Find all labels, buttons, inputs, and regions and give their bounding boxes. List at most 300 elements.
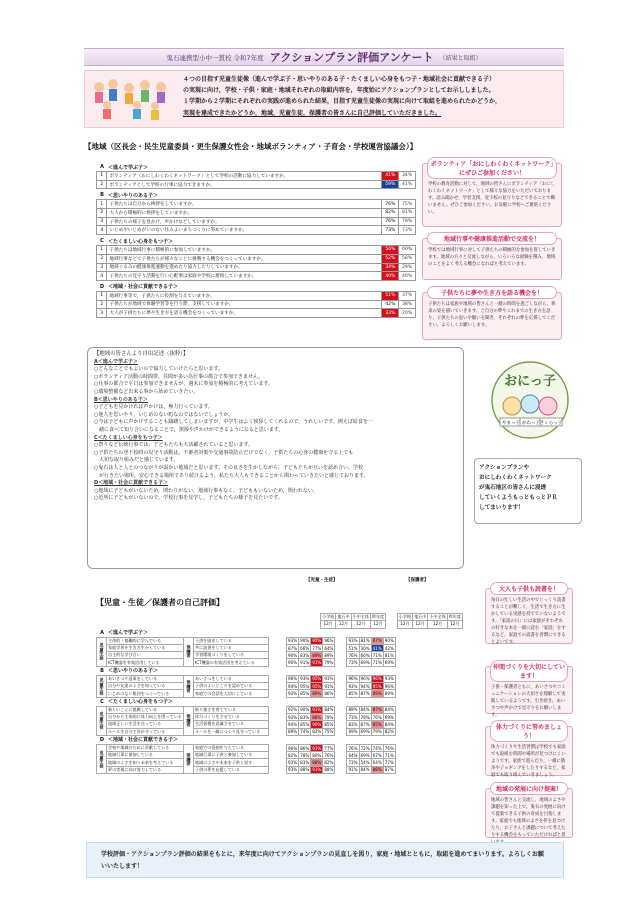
column-label: 小学校 [322,614,335,620]
student-value: 93% [300,676,310,682]
group-code: B [100,192,104,199]
promo-line: が鬼石地区の皆さんに浸透 [479,485,547,491]
student-value: 91% [312,660,322,666]
row-question: 大人から積極的に挨拶をしていますか。 [107,209,382,218]
callout-body: 地域の皆さんと交流し，地域のよさや課題を知った上で，鬼石の発展に向けて提案できる子供の育成を目指します。家庭でも地域のよさを折を見つけたり，お子さんと課題について考えたりする機会をもっていただければと思 [491,798,566,838]
student-value: 95% [312,676,322,682]
row-value: 76% [382,217,399,226]
parent-item: ICT機器の有効活用を考えている [194,659,269,666]
comment-item: ○祭りなど伝統行事では，子どもたちも大活躍されていると思います。 [94,442,253,449]
document-title: アクションプラン評価アンケート [269,51,434,64]
parent-value: 74% [372,745,382,751]
student-value: 91% [324,683,334,689]
student-value: 91% [312,767,322,773]
student-value: 96% [288,745,298,751]
survey-table [96,291,416,318]
callout-body: 子供たちは家族や地域の皆さんと一緒の時間を過ごしながら，将来の姿を描いていきます。ご自分の夢やこれまでの生き方を語り，子供たちの思いや願いを聞き，それぞれの夢を応援してください。よろしくお願いします。 [428,302,556,328]
student-value: 79% [324,714,334,720]
table-row [97,226,416,235]
table-row [97,744,396,751]
intro-line: １学期から２学期にそれぞれの実践が進められた結果，目指す児童生徒像の実現に向けて取組を進められたかどうか， [183,98,502,106]
parent-value: 30% [360,645,370,651]
row-value: 40% [382,272,399,281]
row-value: 41% [382,172,399,181]
column-month: 12月 [397,621,412,628]
footer-message: 学校評価・アクションプラン評価の結果をもとに，来年度に向けてアクションプランの見直しを図り，家庭・地域とともに，取組を進めてまいります。よろしくお願いいたします！ [86,842,564,878]
table-row [97,272,416,281]
region-section-title: 【地域（区長会・民生児童委員・更生保護女性会・地域ボランティア・子育会・学校運営協議会）】 [84,142,418,151]
student-value: 93% [288,691,298,697]
student-item: ルールを自分で決め守っている [107,728,184,735]
mascot-label: やまっ子 [502,421,520,426]
row-value: 59% [382,180,399,189]
parent-value: 69% [360,660,370,666]
document-header [84,48,564,66]
row-question: 子供たちが地域で体験学習等を行う際，支援していますか。 [107,300,382,309]
parent-value: 89% [348,707,358,713]
student-item: いじめのない集団をつくっている [107,690,184,697]
student-item: 自分から主体的に体力向上を図っている [108,714,182,720]
student-item: 地域のよさを知り未来を考えている [107,759,184,766]
row-question: 大人が子供たちに夢や生き方を語る機会をつくっていますか。 [107,309,382,318]
table-row [97,254,416,263]
fitness-callout [485,726,573,776]
table-row [97,217,416,226]
student-item: 地域行事に参加している [107,752,184,759]
student-value: 88% [300,767,310,773]
parent-value: 93% [384,676,394,682]
comment-category: B＜思いやりのある子＞ [94,396,148,403]
parent-side-label: 保護者 [184,675,194,697]
comment-item: ○仕事の都合で平日は参加できませんが，週末に参加を積極的に考えています。 [94,381,273,388]
row-prev-value: 34% [399,172,416,181]
callout-title: 地域の発展に向け提案！ [490,782,568,795]
student-value: 82% [288,752,298,758]
self-group-header [96,667,463,675]
comment-item: ○近所に子どもがいないので，学校行事を見学し，子どもたちの様子を見たいです。 [94,495,283,502]
row-value: 76% [382,200,399,209]
student-value: 96% [288,676,298,682]
comment-item: ○ボランティア活動の時間帯，昼間が多い為仕事の都合で参加できません。 [94,373,264,380]
comment-item: ○どんなことでもよいので協力していけたらと思います。 [94,366,223,373]
student-item: あいさつや返事をしている [107,675,184,682]
comment-item: ○他人を思いやり，いじめのない町なのではないでしょうか。 [94,411,234,418]
student-value: 93% [288,767,298,773]
parent-value: 41% [372,645,382,651]
parent-value: 84% [384,721,394,727]
family-illustration [89,75,177,125]
student-value: 83% [300,714,310,720]
student-value: 64% [324,645,334,651]
comment-item: ○環境整備など出来る事から始めていきたい。 [94,388,199,395]
row-question: ボランティアとして学校の行事に協力できますか。 [107,180,382,189]
comment-item: 緒に食べて知り合いになることで，挨拶や声かけができるようになると思います。 [94,426,284,433]
parent-value: 71% [384,752,394,758]
group-code: C [100,238,104,245]
row-prev-value: 81% [399,209,416,218]
parent-value: 83% [348,721,358,727]
parent-side-label: 保護者 [184,706,194,735]
parent-value: 69% [384,714,394,720]
student-value: 85% [300,721,310,727]
column-label: 鬼石中 [337,614,350,620]
row-prev-value: 37% [399,291,416,300]
parent-side-label: 保護者 [184,637,194,666]
reading-callout [485,588,573,644]
promo-line: していくようもっともっとＰＲ [479,495,558,501]
row-number: 1 [97,246,107,255]
group-name: ＜たくましい心身をもつ子＞ [108,699,174,706]
survey-group-header [96,283,416,291]
group-code: C [100,698,104,705]
student-value: 96% [324,638,334,644]
survey-group [96,191,416,235]
volunteer-callout [422,163,562,227]
parent-value: 96% [360,676,370,682]
promo-line: おにしわくわくネットワーク [479,475,552,481]
parent-value: 96% [348,676,358,682]
table-row [97,309,416,318]
callout-title: 地域行事や健康推進活動で交流を！ [427,232,557,245]
intro-line: 実現を達成できたかどうか，地域，児童生徒，保護者の皆さんに自己評価していただきました。 [183,109,442,117]
dreams-callout [422,292,562,340]
parent-value: 84% [360,707,370,713]
student-value: 89% [312,691,322,697]
student-value: 84% [324,707,334,713]
student-item: 学校や地域のために貢献している [107,744,184,751]
row-question: 子供たちは地域行事に積極的に参加していますか。 [107,246,382,255]
row-number: 4 [97,226,107,235]
student-side-label: 児童生徒 [97,744,107,773]
survey-table [96,171,416,189]
table-row [97,713,396,720]
table-row [97,759,396,766]
parent-value: 64% [348,752,358,758]
free-comments-box [87,347,464,569]
row-question: 地域行事などで子供たちが様々なことに挑戦する機会をつくっていますか。 [107,254,382,263]
callout-body: 学校では地域行事に対して子供たちの積極的な参加を促していきます。地域の方々と交流しながら，いろいろな経験を積み，地域のことをよく考える機会になればと考えています。 [428,248,556,267]
column-month: 12月 [336,621,351,628]
student-value: 83% [300,760,310,766]
row-question: いじめやいじめがいのない住みよいまちづくりに努めていますか。 [107,226,382,235]
row-number: 3 [97,217,107,226]
table-row [321,614,463,621]
student-value: 79% [324,660,334,666]
row-question: 地域行事等で，子供たちに役割を与えていますか。 [107,291,382,300]
parent-value: 54% [360,760,370,766]
row-prev-value: 29% [399,263,416,272]
student-item: 自分や友達のよさを知っている [107,683,184,690]
student-value: 82% [324,760,334,766]
parent-value: 77% [384,760,394,766]
self-eval-group-table [96,744,396,774]
row-number: 1 [97,172,107,181]
student-value: 94% [288,721,298,727]
parent-value: 84% [360,767,370,773]
parent-value: 76% [348,652,358,658]
row-number: 3 [97,263,107,272]
parent-value: 78% [360,714,370,720]
student-value: 89% [312,652,322,658]
self-eval-title: 【児童・生徒／保護者の自己評価】 [96,598,224,607]
student-item: 家庭学習を生き方生かしている [107,644,184,651]
table-row [97,209,416,218]
student-item: 新しいことに挑戦している [107,706,184,713]
callout-body: 毎日の忙しい生活の中でじっくり読書することが難しく，生活で生き方に生かしている実感を持てていないようです。「家読の日」には家族がそれぞれの好きな本を一緒に読む「家読」をするなど，家庭での読書を習慣にできるとよいです。 [491,598,566,645]
group-name: ＜思いやりのある子＞ [108,668,159,675]
parent-value: 69% [384,660,394,666]
mascot-label: さくらっ子 [539,421,563,426]
self-eval-header [320,613,463,629]
intro-line: ４つの目指す児童生徒像（進んで学ぶ子・思いやりのある子・たくましい心身をもつ子・地域社会に貢献できる子） [183,76,496,83]
table-row [97,300,416,309]
group-code: B [100,667,104,674]
table-row [97,683,396,690]
student-value: 89% [288,729,298,735]
row-prev-value: 60% [399,246,416,255]
group-name: ＜地域・社会に貢献できる子＞ [108,737,179,744]
row-prev-value: 75% [399,200,416,209]
student-item: 自主的な学び合い [107,652,184,659]
comment-item: が行きたい場所，安心できる場所であり続けるよう，私たち大人もできることから関わっていきたいと感じております。 [94,472,369,479]
row-value: 51% [382,291,399,300]
row-value: 73% [382,226,399,235]
student-value: 66% [300,645,310,651]
table-row [97,728,396,735]
parent-value: 84% [384,707,394,713]
row-prev-value: 58% [399,254,416,263]
parent-item: 地域行事に子供と参加している [194,752,269,759]
row-value: 33% [382,309,399,318]
group-code: D [99,283,105,290]
parent-item: ルールを一緒につくり見守っている [194,728,269,735]
student-item: 夢の実現に向け努力している [107,766,184,773]
student-value: 94% [288,683,298,689]
row-number: 4 [97,272,107,281]
student-value: 88% [324,767,334,773]
row-prev-value: 73% [399,226,416,235]
table-row [321,621,463,628]
parent-value: 79% [372,729,382,735]
callout-title: 大人も子供も読書を！ [490,582,568,595]
survey-group [96,237,416,281]
table-row [97,690,396,697]
parent-value: 89% [384,691,394,697]
row-question: 地域ぐるみの健康推進運動を進めたり協力したりしていますか。 [107,263,382,272]
events-callout [422,238,562,280]
table-row [97,652,396,659]
parent-value: 71% [372,652,382,658]
table-row [97,637,396,644]
student-item: ICT機器を有効活用している [107,659,184,666]
parent-value: 64% [372,760,382,766]
student-value: 82% [312,729,322,735]
student-value: 93% [288,638,298,644]
column-label: 昨年度 [371,614,385,620]
intro-text [183,74,557,119]
parent-column-header: 【保護者】 [406,578,429,583]
student-value: 83% [300,652,310,658]
row-value: 56% [382,246,399,255]
table-row [97,644,396,651]
row-number: 3 [97,309,107,318]
student-value: 93% [288,714,298,720]
table-row [97,766,396,773]
group-name: ＜進んで学ぶ子＞ [108,164,149,171]
student-value: 88% [312,760,322,766]
comment-category: D＜地域・社会に貢献できる子＞ [94,480,169,487]
parent-value: 81% [384,652,394,658]
table-row [97,200,416,209]
table-row [97,180,416,189]
student-value: 91% [312,707,322,713]
survey-group-header [96,163,416,171]
student-value: 95% [312,683,322,689]
table-row [97,706,396,713]
row-number: 1 [97,200,107,209]
parent-value: 87% [360,721,370,727]
table-row [97,263,416,272]
student-value: 93% [288,760,298,766]
promo-line: アクションプランや [479,465,530,471]
parent-value: 76% [348,745,358,751]
parent-item: 家庭での会話を大切にしている [194,690,269,697]
row-prev-value: 40% [399,272,416,281]
row-value: 52% [382,254,399,263]
free-comments-title: 【地域の皆さんより自由記述（抜粋）】 [94,351,189,357]
student-item: 規則正しい生活を送っている [107,721,184,728]
column-month: 12月 [413,621,428,628]
row-number: 2 [97,254,107,263]
comment-item: ○鬼石は人と人とのつながりが温かい地域だと思います。その良さを生かしながら，子どもたちが互いを認め合い，学校 [94,464,363,471]
survey-table [96,245,416,281]
parent-value: 73% [348,760,358,766]
parent-item: 家庭での役割を与えている [194,744,269,751]
student-value: 91% [300,660,310,666]
row-question: ボランティア（おにしわくわくネットワーク）として学校の活動に協力していますか。 [107,172,382,181]
table-row [97,752,396,759]
parent-value: 94% [360,683,370,689]
table-row [97,659,396,666]
parent-value: 87% [360,691,370,697]
student-value: 90% [288,652,298,658]
parent-value: 76% [384,745,394,751]
parent-value: 72% [360,745,370,751]
parent-value: 90% [384,638,394,644]
region-survey [96,163,416,320]
table-row [97,291,416,300]
student-side-label: 児童生徒 [97,637,107,666]
parent-value: 88% [372,767,382,773]
student-item: 主体的・協働的に学んでいる [107,637,184,644]
student-value: 90% [312,721,322,727]
self-group-header [96,698,463,706]
callout-title: 子供たちに夢や生き方を語る機会を！ [427,286,557,299]
row-number: 1 [97,291,107,300]
student-value: 91% [312,745,322,751]
student-value: 93% [324,676,334,682]
parent-item: 学習環境づくりをしている [194,652,269,659]
parent-value: 69% [360,752,370,758]
parent-value: 89% [372,691,382,697]
comment-item: ○子供たちの登下校時の見守り活動は，不審者対策や交通事故防止だけでなく，子供たちの心身の健康を守る上でも [94,449,354,456]
row-number: 2 [97,209,107,218]
promo-line: してまいります！ [479,505,524,511]
parent-value: 93% [348,683,358,689]
parent-value: 93% [348,638,358,644]
student-value: 75% [324,729,334,735]
parent-item: 粘り強さを育てている [194,706,269,713]
callout-title: 体力づくりに努めましょう！ [490,720,568,742]
student-value: 85% [300,691,310,697]
row-prev-value: 20% [399,309,416,318]
student-value: 89% [324,652,334,658]
row-value: 34% [382,263,399,272]
comment-category: C＜たくましい心身をもつ子＞ [94,434,163,441]
student-value: 92% [288,707,298,713]
column-label: 小中全体 [429,614,446,620]
column-label: 鬼石中 [414,614,427,620]
self-eval-group-table [96,675,396,698]
row-value: 82% [382,209,399,218]
self-eval-group-table [96,706,396,736]
student-value: 88% [312,714,322,720]
document-subtitle: （結果と取組） [439,54,482,62]
parent-value: 96% [372,676,382,682]
group-name: ＜地域・社会に貢献できる子＞ [108,284,179,291]
row-value: 42% [382,300,399,309]
parent-value: 87% [384,767,394,773]
self-eval-group-table [96,637,396,667]
student-value: 90% [300,638,310,644]
student-value: 85% [324,721,334,727]
parent-value: 69% [348,729,358,735]
parent-value: 96% [384,683,394,689]
parent-value: 85% [372,721,382,727]
parent-value: 69% [360,729,370,735]
survey-table [96,199,416,235]
group-code: A [100,629,104,636]
comment-item: ○子どもを見かければ声かけは，極力行っています。 [94,404,213,411]
survey-group-header [96,191,416,199]
row-prev-value: 41% [399,180,416,189]
parent-value: 91% [348,767,358,773]
column-month: 12月 [321,621,336,628]
promo-box [474,458,582,524]
student-side-label: 児童生徒 [97,706,107,735]
group-code: D [99,736,105,743]
self-eval-table [96,613,463,774]
survey-group [96,283,416,318]
parent-item: 体力づくりをさせている [194,713,269,720]
column-label: 昨年度 [448,614,461,620]
row-question: 子供たちの見守り活動を行い心配事は家庭や学校に連絡していますか。 [107,272,382,281]
intro-line: の実現に向け，学校・子供・家庭・地域それぞれの取組内容を，年度始にアクションプランとしてお示ししました。 [183,87,495,95]
self-group-header [96,629,463,637]
group-name: ＜たくましい心身をもつ子＞ [108,238,174,245]
parent-value: 95% [372,683,382,689]
parent-value: 42% [384,645,394,651]
parent-value: 71% [372,660,382,666]
group-code: A [100,164,104,170]
student-value: 86% [300,745,310,751]
parent-item: 子供のよいところを認めている [194,683,269,690]
student-value: 77% [324,745,334,751]
student-value: 80% [312,752,322,758]
table-row [97,721,396,728]
row-question: 子供たちの様子を見かけ，声かけなどしていますか。 [107,217,382,226]
student-value: 76% [324,752,334,758]
